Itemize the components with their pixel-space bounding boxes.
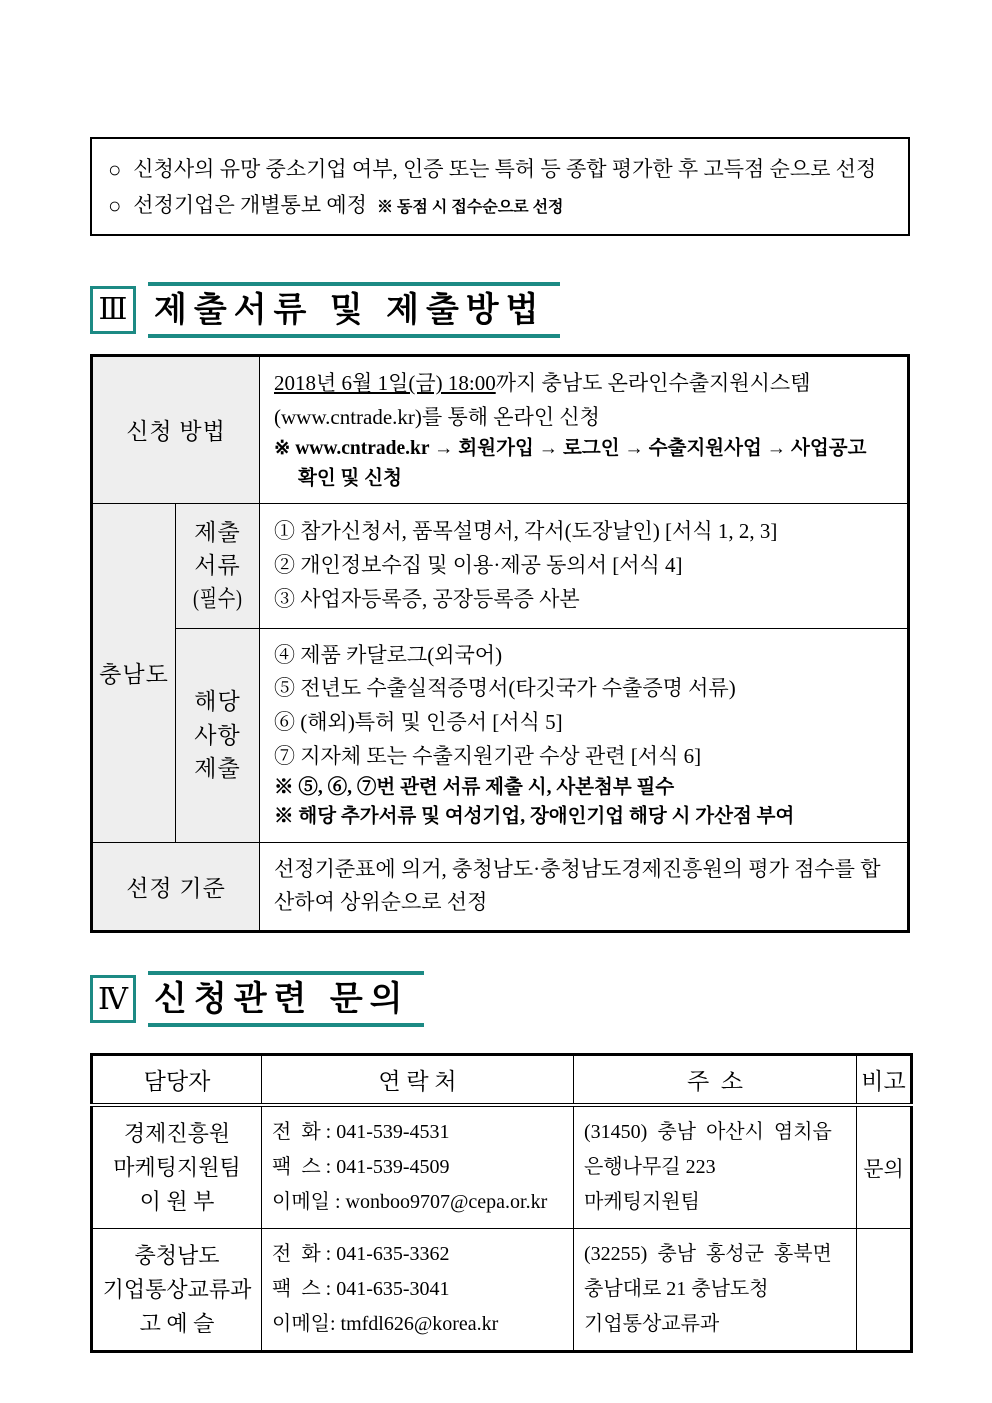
person-cell [92, 1229, 262, 1352]
doc-item: ⑥ (해외)특허 및 인증서 [서식 5] [274, 709, 563, 734]
required-docs-label-line: 제출 [194, 519, 241, 545]
notice-line [108, 151, 892, 187]
bullet-circle-icon: ○ [108, 157, 122, 182]
optional-docs-label-line: 해당 [194, 689, 241, 715]
address-line: 충남대로 21 충남도청 [584, 1278, 769, 1301]
required-docs-label-line: (필수) [192, 586, 243, 612]
notice-subnote: ※ 동점 시 접수순으로 선정 [376, 199, 564, 217]
doc-item: ① 참가신청서, 품목설명서, 각서(도장날인) [서식 1, 2, 3] [274, 519, 778, 544]
region-label: 충남도 [92, 503, 176, 842]
header-remark: 비고 [857, 1055, 912, 1106]
apply-note-line2: 확인 및 신청 [298, 467, 402, 489]
criteria-content: 선정기준표에 의거, 충청남도·충청남도경제진흥원의 평가 점수를 합산하여 상위순으로 선정 [260, 842, 909, 931]
person-name: 이 원 부 [139, 1188, 215, 1214]
phone-line: 전 화 : 041-635-3362 [272, 1243, 450, 1266]
email-line: 이메일: tmfdl626@korea.kr [272, 1313, 499, 1336]
fax-line: 팩 스 : 041-635-3041 [272, 1278, 450, 1301]
optional-docs-note: ※ ⑤, ⑥, ⑦번 관련 서류 제출 시, 사본첨부 필수 [274, 777, 675, 799]
header-contact: 연 락 처 [262, 1055, 574, 1106]
notice-line [108, 187, 892, 223]
contact-cell [262, 1105, 574, 1229]
criteria-label: 선정 기준 [92, 842, 260, 931]
address-line: 마케팅지원팀 [584, 1191, 700, 1214]
optional-docs-label-line: 사항 [194, 722, 241, 748]
person-cell [92, 1105, 262, 1229]
apply-method-content [260, 356, 909, 504]
bullet-circle-icon: ○ [108, 193, 122, 219]
optional-docs-row [92, 628, 909, 842]
optional-docs-label [176, 628, 260, 842]
document-page [90, 137, 910, 1353]
address-cell [574, 1229, 857, 1352]
email-line: 이메일 : wonboo9707@cepa.or.kr [272, 1191, 548, 1214]
section3-title: 제출서류 및 제출방법 [148, 282, 560, 339]
submission-table [90, 354, 910, 933]
address-line: (32255) 충남 홍성군 홍북면 [584, 1243, 832, 1266]
doc-item: ④ 제품 카달로그(외국어) [274, 642, 503, 667]
required-docs-label-line: 서류 [194, 553, 241, 579]
notice-text: 신청사의 유망 중소기업 여부, 인증 또는 특허 등 종합 평가한 후 고득점 순으로 선정 [133, 157, 877, 181]
doc-item: ⑦ 지자체 또는 수출지원기관 수상 관련 [서식 6] [274, 743, 702, 768]
person-name: 고 예 슬 [139, 1310, 215, 1336]
address-line: 은행나무길 223 [584, 1156, 716, 1179]
phone-line: 전 화 : 041-539-4531 [272, 1121, 450, 1144]
deadline-underlined: 2018년 6월 1일(금) 18:00 [274, 371, 496, 396]
doc-item: ② 개인정보수집 및 이용·제공 동의서 [서식 4] [274, 552, 683, 577]
apply-note-line1: ※ www.cntrade.kr → 회원가입 → 로그인 → 수출지원사업 → 사업공고 [274, 438, 867, 460]
optional-docs-label-line: 제출 [194, 755, 241, 781]
required-docs-label [176, 503, 260, 628]
section3-heading [90, 282, 910, 339]
person-team: 기업통상교류과 [102, 1276, 252, 1302]
section4-title: 신청관련 문의 [148, 971, 424, 1028]
contact-header-row [92, 1055, 912, 1106]
person-org: 경제진흥원 [123, 1120, 231, 1146]
doc-item: ③ 사업자등록증, 공장등록증 사본 [274, 586, 580, 611]
required-docs-row [92, 503, 909, 628]
apply-method-row [92, 356, 909, 504]
notice-text: 선정기업은 개별통보 예정 [133, 193, 367, 218]
header-address: 주 소 [574, 1055, 857, 1106]
contact-table [90, 1053, 913, 1353]
apply-line2: (www.cntrade.kr)를 통해 온라인 신청 [274, 404, 600, 429]
person-team: 마케팅지원팀 [113, 1154, 241, 1180]
optional-docs-note: ※ 해당 추가서류 및 여성기업, 장애인기업 해당 시 가산점 부여 [274, 806, 795, 828]
person-org: 충청남도 [134, 1242, 220, 1268]
address-cell [574, 1105, 857, 1229]
fax-line: 팩 스 : 041-539-4509 [272, 1156, 450, 1179]
doc-item: ⑤ 전년도 수출실적증명서(타깃국가 수출증명 서류) [274, 676, 736, 701]
optional-docs-content [260, 628, 909, 842]
section3-numeral-box: Ⅲ [90, 286, 136, 334]
contact-row [92, 1105, 912, 1229]
header-person: 담당자 [92, 1055, 262, 1106]
contact-cell [262, 1229, 574, 1352]
contact-row [92, 1229, 912, 1352]
deadline-rest: 까지 충남도 온라인수출지원시스템 [495, 371, 811, 396]
required-docs-content [260, 503, 909, 628]
criteria-row [92, 842, 909, 931]
selection-notice-box [90, 137, 910, 236]
section4-numeral-box: Ⅳ [90, 975, 136, 1023]
address-line: (31450) 충남 아산시 염치읍 [584, 1121, 832, 1144]
section4-heading [90, 971, 910, 1028]
remark-cell: 문의 [857, 1105, 912, 1229]
address-line: 기업통상교류과 [584, 1313, 720, 1336]
remark-cell [857, 1229, 912, 1352]
apply-method-label: 신청 방법 [92, 356, 260, 504]
